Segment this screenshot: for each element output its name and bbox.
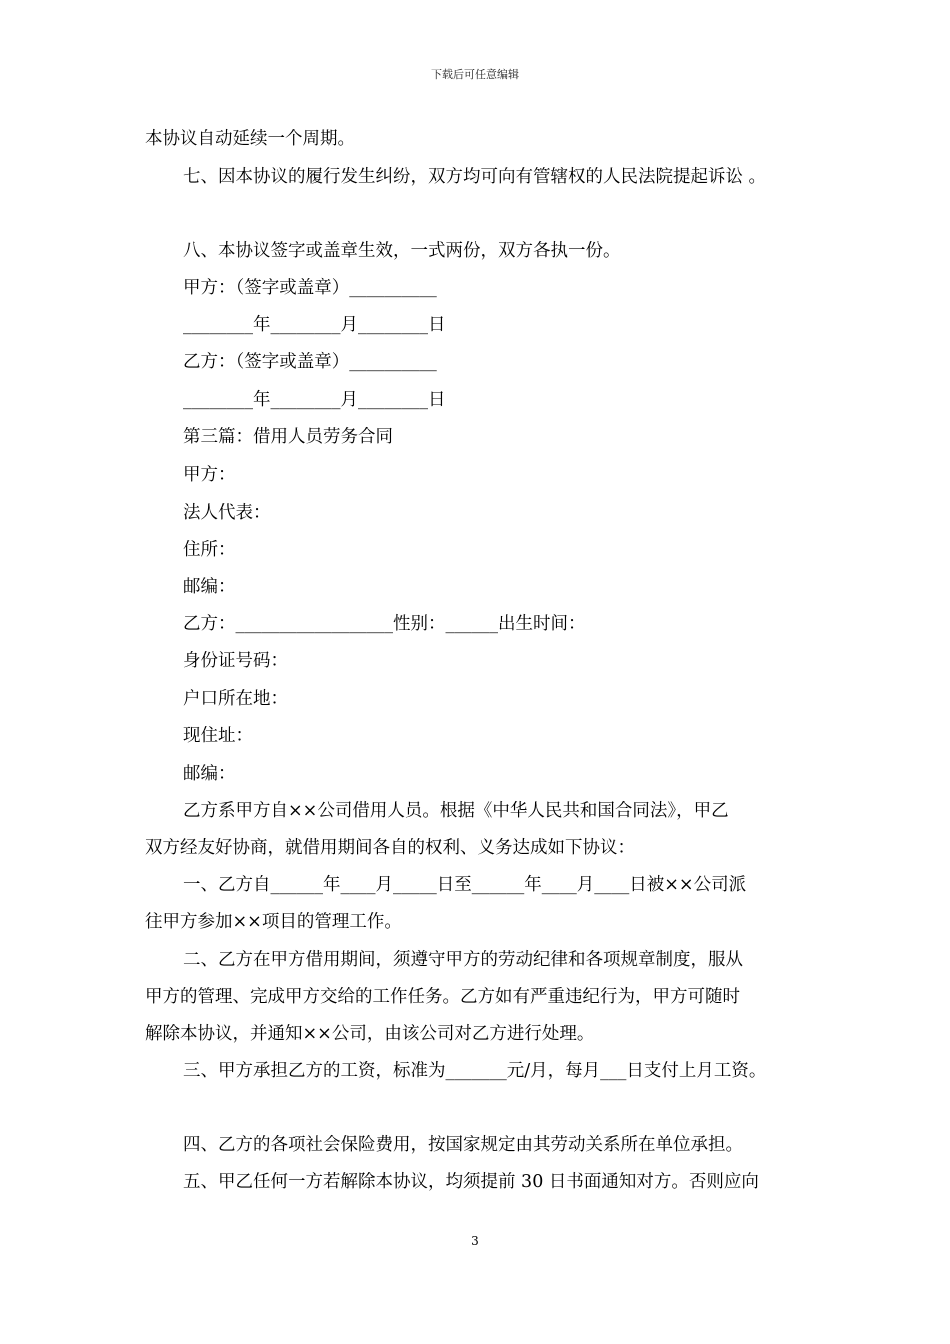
text-line: 住所： — [183, 540, 236, 560]
page-header-note: 下载后可任意编辑 — [431, 68, 519, 81]
text-line: 五、甲乙任何一方若解除本协议，均须提前 30 日书面通知对方。否则应向 — [183, 1172, 759, 1192]
text-line: 邮编： — [183, 764, 236, 784]
text-line: 甲方： — [183, 465, 236, 485]
text-line: ________年________月________日 — [183, 315, 446, 335]
text-line: 乙方系甲方自××公司借用人员。根据《中华人民共和国合同法》，甲乙 — [183, 801, 729, 821]
text-line: 双方经友好协商，就借用期间各自的权利、义务达成如下协议： — [145, 838, 635, 858]
text-line: 解除本协议，并通知××公司，由该公司对乙方进行处理。 — [145, 1024, 595, 1044]
text-line: 本协议自动延续一个周期。 — [145, 129, 355, 149]
text-line: 一、乙方自______年____月_____日至______年____月____日被××公司派 — [183, 875, 747, 895]
text-line: 二、乙方在甲方借用期间，须遵守甲方的劳动纪律和各项规章制度，服从 — [183, 950, 743, 970]
text-line: 甲方的管理、完成甲方交给的工作任务。乙方如有严重违纪行为，甲方可随时 — [145, 987, 740, 1007]
text-line: 八、本协议签字或盖章生效，一式两份，双方各执一份。 — [183, 241, 621, 261]
text-line: ________年________月________日 — [183, 390, 446, 410]
text-line: 甲方：（签字或盖章）__________ — [183, 278, 437, 298]
section-title: 第三篇：借用人员劳务合同 — [183, 427, 393, 447]
text-line: 身份证号码： — [183, 651, 288, 671]
page-number: 3 — [471, 1234, 479, 1248]
text-line: 七、因本协议的履行发生纠纷，双方均可向有管辖权的人民法院提起诉讼 。 — [183, 167, 767, 187]
text-line: 四、乙方的各项社会保险费用，按国家规定由其劳动关系所在单位承担。 — [183, 1135, 743, 1155]
text-line: 乙方：（签字或盖章）__________ — [183, 352, 437, 372]
text-line: 邮编： — [183, 577, 236, 597]
text-line: 法人代表： — [183, 503, 271, 523]
text-line: 三、甲方承担乙方的工资，标准为_______元/月，每月___日支付上月工资。 — [183, 1061, 767, 1081]
text-line: 往甲方参加××项目的管理工作。 — [145, 912, 402, 932]
text-line: 户口所在地： — [183, 689, 288, 709]
text-line: 乙方：__________________性别：______出生时间： — [183, 614, 586, 634]
text-line: 现住址： — [183, 726, 253, 746]
